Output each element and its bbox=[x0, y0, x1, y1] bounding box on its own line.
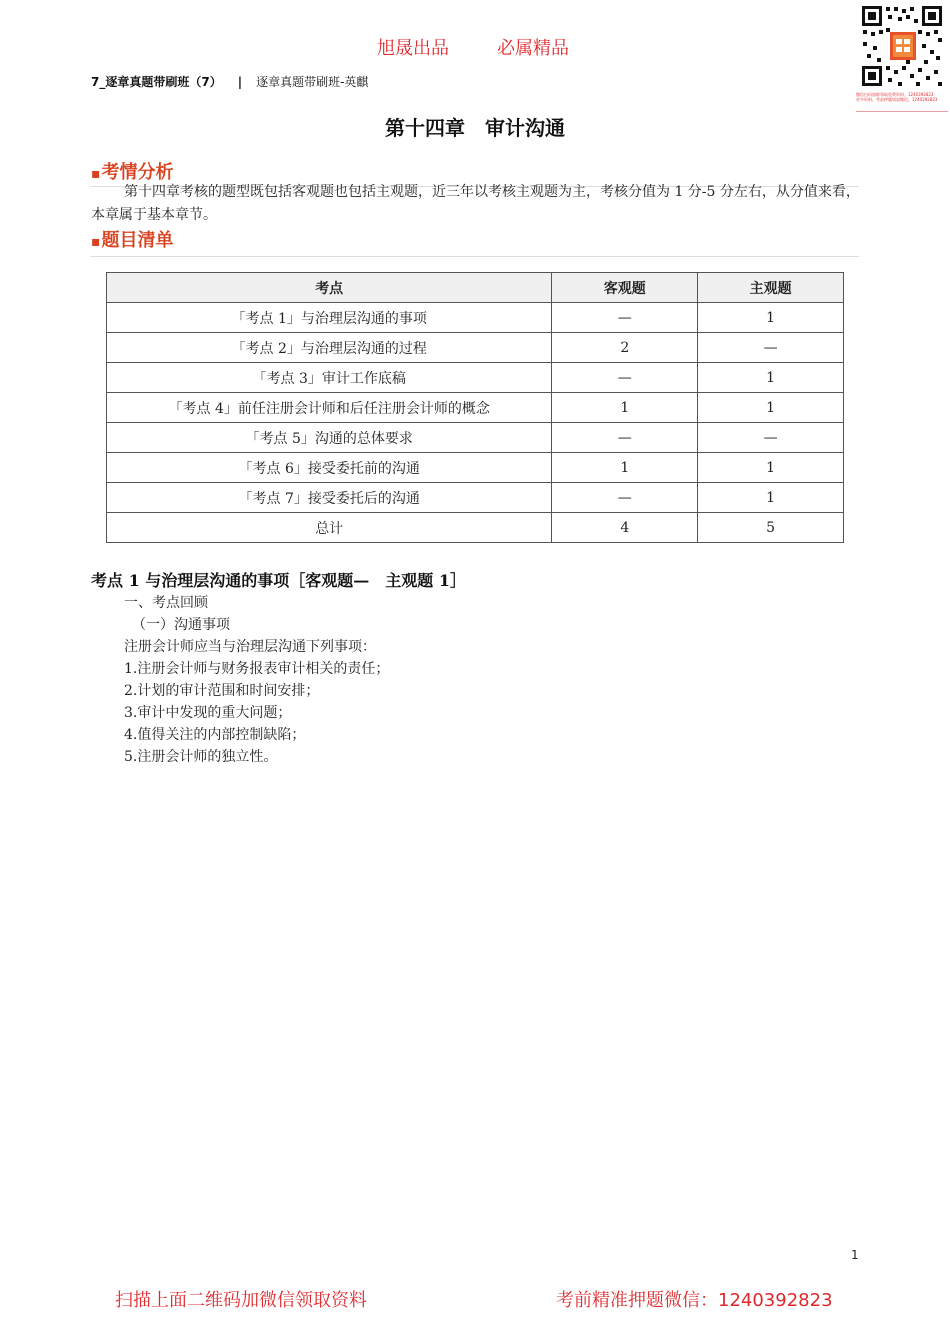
table-cell: — bbox=[552, 363, 698, 393]
table-cell: 1 bbox=[552, 393, 698, 423]
table-cell: 「考点 1」与治理层沟通的事项 bbox=[107, 303, 552, 333]
qr-code-icon bbox=[860, 4, 944, 88]
table-row bbox=[107, 453, 844, 483]
list-item: 1.注册会计师与财务报表审计相关的责任； bbox=[124, 661, 390, 677]
kp1-intro: 注册会计师应当与治理层沟通下列事项： bbox=[124, 639, 376, 655]
table-header-cell: 客观题 bbox=[552, 273, 698, 303]
qr-code-block bbox=[856, 4, 948, 112]
table-cell: — bbox=[698, 423, 844, 453]
section-bullet-icon: ▪ bbox=[91, 166, 101, 182]
table-total-row bbox=[107, 513, 844, 543]
table-row bbox=[107, 393, 844, 423]
analysis-paragraph: 第十四章考核的题型既包括客观题也包括主观题，近三年以考核主观题为主，考核分值为 1 分-5 分左右，从分值来看，本章属于基本章节。 bbox=[91, 184, 860, 223]
list-section-title bbox=[91, 226, 174, 252]
table-cell: — bbox=[698, 333, 844, 363]
kp1-review: 一、考点回顾 bbox=[124, 595, 208, 611]
table-header-cell: 主观题 bbox=[698, 273, 844, 303]
course-subtitle: 逐章真题带刷班-英麒 bbox=[256, 75, 369, 89]
table-row bbox=[107, 333, 844, 363]
table-cell: 「考点 7」接受委托后的沟通 bbox=[107, 483, 552, 513]
kp1-subheading: （一）沟通事项 bbox=[132, 617, 230, 633]
table-cell: — bbox=[552, 303, 698, 333]
table-cell: 1 bbox=[552, 453, 698, 483]
list-item: 2.计划的审计范围和时间安排； bbox=[124, 683, 320, 699]
brand-right: 必属精品 bbox=[497, 38, 569, 59]
chapter-title: 第十四章 审计沟通 bbox=[385, 116, 565, 140]
analysis-title-text: 考情分析 bbox=[101, 162, 174, 183]
list-item: 3.审计中发现的重大问题； bbox=[124, 705, 292, 721]
breadcrumb-separator: | bbox=[237, 75, 243, 89]
footer-left: 扫描上面二维码加微信领取资料 bbox=[115, 1290, 367, 1311]
kp1-content bbox=[124, 592, 389, 768]
brand-left: 旭晟出品 bbox=[377, 38, 449, 59]
table-row bbox=[107, 423, 844, 453]
table-cell: 总计 bbox=[107, 513, 552, 543]
list-item: 5.注册会计师的独立性。 bbox=[124, 749, 278, 765]
kp1-heading: 考点 1 与治理层沟通的事项［客观题— 主观题 1］ bbox=[91, 571, 466, 590]
table-cell: 1 bbox=[698, 363, 844, 393]
footer-right: 考前精准押题微信：1240392823 bbox=[556, 1290, 833, 1311]
table-row bbox=[107, 483, 844, 513]
table-cell: — bbox=[552, 483, 698, 513]
section-divider bbox=[91, 256, 859, 257]
table-cell: 1 bbox=[698, 483, 844, 513]
table-row bbox=[107, 303, 844, 333]
table-cell: 「考点 6」接受委托前的沟通 bbox=[107, 453, 552, 483]
course-name: 7_逐章真题带刷班（7） bbox=[91, 75, 222, 89]
section-bullet-icon: ▪ bbox=[91, 234, 101, 250]
table-cell: 4 bbox=[552, 513, 698, 543]
table-cell: 1 bbox=[698, 453, 844, 483]
table-header-row bbox=[107, 273, 844, 303]
table-cell: 「考点 4」前任注册会计师和后任注册会计师的概念 bbox=[107, 393, 552, 423]
table-cell: 「考点 2」与治理层沟通的过程 bbox=[107, 333, 552, 363]
list-title-text: 题目清单 bbox=[101, 230, 174, 251]
table-cell: 1 bbox=[698, 393, 844, 423]
qr-caption-line-2: 更多资料，考前押题请加微信，1240392823 bbox=[856, 97, 938, 102]
table-cell: 「考点 3」审计工作底稿 bbox=[107, 363, 552, 393]
topic-table bbox=[106, 272, 844, 543]
page-number: 1 bbox=[851, 1248, 859, 1262]
table-cell: 2 bbox=[552, 333, 698, 363]
list-item: 4.值得关注的内部控制缺陷； bbox=[124, 727, 306, 743]
table-cell: 5 bbox=[698, 513, 844, 543]
qr-caption-line-1: 微信扫码加群领取免费资料，1240392823 bbox=[856, 92, 934, 97]
table-header-cell: 考点 bbox=[107, 273, 552, 303]
table-cell: 「考点 5」沟通的总体要求 bbox=[107, 423, 552, 453]
table-row bbox=[107, 363, 844, 393]
qr-caption bbox=[856, 92, 948, 102]
table-cell: — bbox=[552, 423, 698, 453]
table-cell: 1 bbox=[698, 303, 844, 333]
breadcrumb bbox=[91, 73, 368, 90]
